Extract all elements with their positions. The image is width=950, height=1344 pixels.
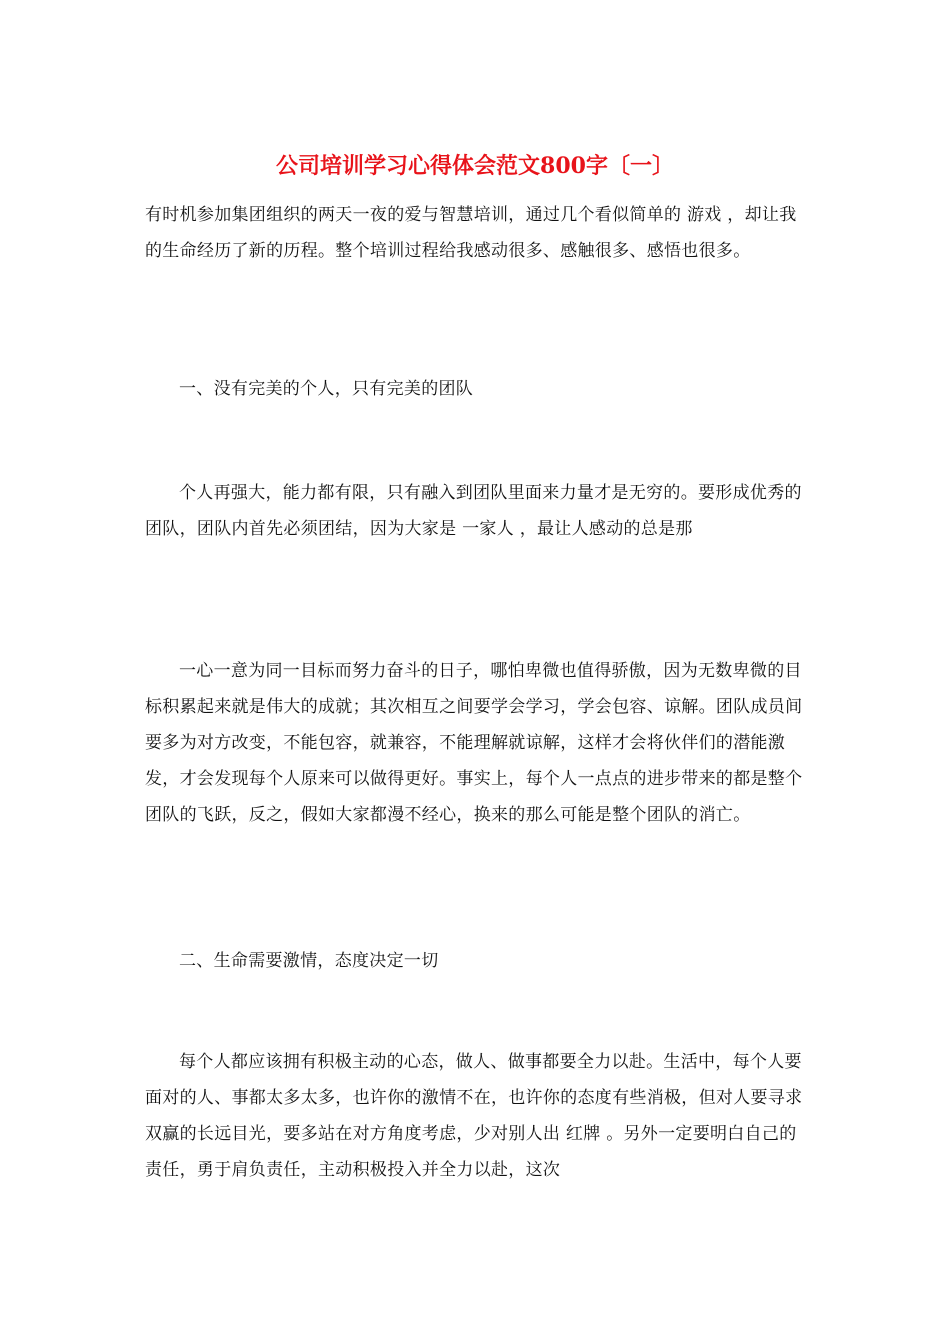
section-heading-2: 二、生命需要激情，态度决定一切: [179, 951, 439, 971]
document-title: 公司培训学习心得体会范文800字〔一〕: [276, 153, 674, 179]
paragraph-team-2: 一心一意为同一目标而努力奋斗的日子，哪怕卑微也值得骄傲，因为无数卑微的目标积累起来就是伟大的成就；其次相互之间要学会学习，学会包容、谅解。团队成员间要多为对方改变，不能包容，就兼容，不能理解就谅解，这样才会将伙伴们的潜能激发，才会发现每个人原来可以做得更好。事实上，每个人一点点的进步带来的都是整个团队的飞跃，反之，假如大家都漫不经心，换来的那么可能是整个团队的消亡。: [145, 661, 803, 825]
paragraph-team-1: 个人再强大，能力都有限，只有融入到团队里面来力量才是无穷的。要形成优秀的团队，团队内首先必须团结，因为大家是 一家人 ，最让人感动的总是那: [145, 483, 802, 539]
paragraph-passion: 每个人都应该拥有积极主动的心态，做人、做事都要全力以赴。生活中，每个人要面对的人、事都太多太多，也许你的激情不在，也许你的态度有些消极，但对人要寻求双赢的长远目光，要多站在对方角度考虑，少对别人出 红牌 。另外一定要明白自己的责任，勇于肩负责任，主动积极投入并全力以赴，这次: [145, 1052, 803, 1180]
intro-paragraph: 有时机参加集团组织的两天一夜的爱与智慧培训，通过几个看似简单的 游戏 ，却让我的生命经历了新的历程。整个培训过程给我感动很多、感触很多、感悟也很多。: [145, 205, 797, 261]
section-heading-1: 一、没有完美的个人，只有完美的团队: [179, 379, 474, 399]
